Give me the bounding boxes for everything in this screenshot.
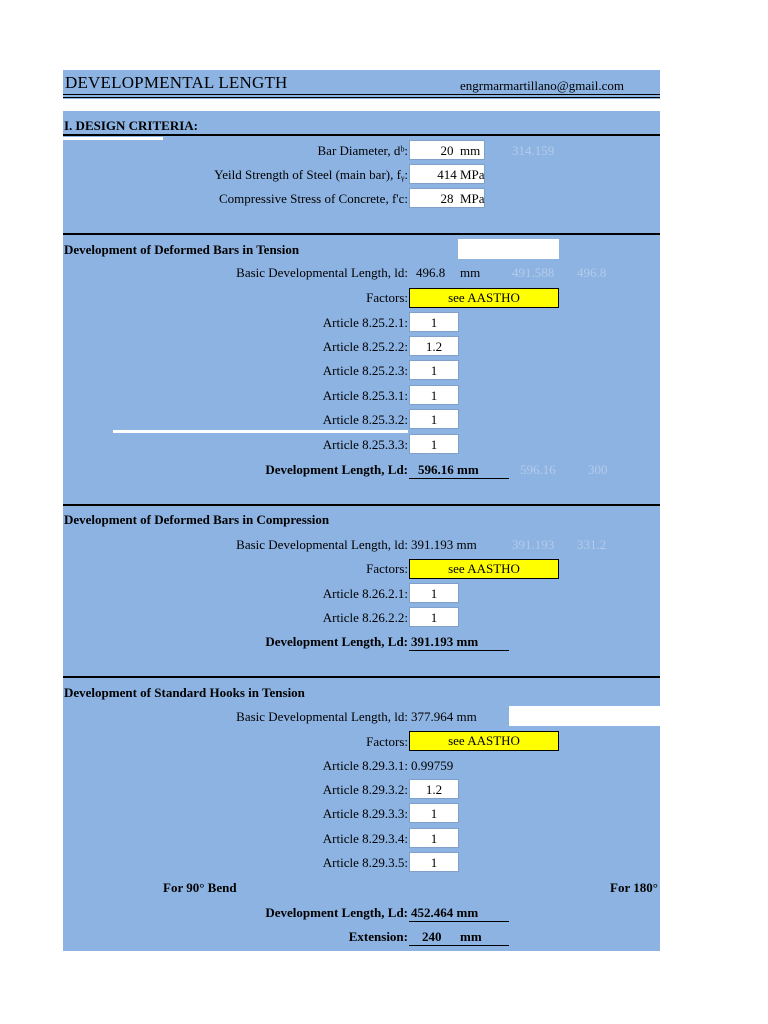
tension-article-input[interactable]: 1.2 xyxy=(409,336,459,356)
compression-article-label: Article 8.26.2.2: xyxy=(322,610,408,625)
extension-unit: mm xyxy=(460,929,482,944)
hooks-article-label: Article 8.29.3.4: xyxy=(322,831,408,846)
tension-article-label: Article 8.25.2.1: xyxy=(322,315,408,330)
tension-article-label: Article 8.25.3.3: xyxy=(322,437,408,452)
design-criteria-heading: I. DESIGN CRITERIA: xyxy=(64,118,198,133)
hooks-basic-label: Basic Developmental Length, ld: xyxy=(236,709,408,724)
compression-basic-value: 391.193 mm xyxy=(411,537,477,552)
design-criteria-rule xyxy=(63,134,660,136)
compressive-stress-input[interactable]: 28 xyxy=(409,188,485,208)
hooks-article-input[interactable]: 1 xyxy=(409,828,459,848)
hooks-article-label: Article 8.29.3.5: xyxy=(322,855,408,870)
hooks-rule xyxy=(63,676,660,678)
tension-factors-note: see AASTHO xyxy=(409,288,559,308)
yield-strength-input[interactable]: 414 xyxy=(409,164,485,184)
tension-article-input[interactable]: 1 xyxy=(409,434,459,454)
tension-basic-label: Basic Developmental Length, ld: xyxy=(236,265,408,280)
compression-basic-label: Basic Developmental Length, ld: xyxy=(236,537,408,552)
extension-value: 240 xyxy=(422,929,442,944)
compression-heading: Development of Deformed Bars in Compression xyxy=(64,512,330,527)
tension-hidden-1: 491.588 xyxy=(512,265,555,280)
tension-heading: Development of Deformed Bars in Tension xyxy=(64,242,300,257)
hooks-factors-label: Factors: xyxy=(366,734,408,749)
compressive-stress-unit: MPa xyxy=(460,191,485,206)
design-criteria-tab xyxy=(63,137,163,140)
hooks-article-value: 0.99759 xyxy=(411,758,454,773)
yield-strength-label: Yeild Strength of Steel (main bar), fᵧ: xyxy=(214,167,408,182)
hooks-article-input[interactable]: 1 xyxy=(409,803,459,823)
tension-rule xyxy=(63,233,660,235)
tension-dev-label: Development Length, Ld: xyxy=(265,462,408,477)
header-spacer xyxy=(63,99,660,111)
hooks-dev-underline xyxy=(409,921,509,922)
page-title: DEVELOPMENTAL LENGTH xyxy=(65,73,288,92)
tension-article-label: Article 8.25.3.2: xyxy=(322,412,408,427)
hooks-article-label: Article 8.29.3.3: xyxy=(322,806,408,821)
author-email: engrmarmartillano@gmail.com xyxy=(460,78,624,93)
hooks-heading: Development of Standard Hooks in Tension xyxy=(64,685,305,700)
hooks-article-label: Article 8.29.3.1: xyxy=(322,758,408,773)
extension-underline xyxy=(409,945,509,946)
header-rule-bottom xyxy=(63,97,660,98)
bend-180-label: For 180° xyxy=(610,880,658,895)
tension-white-cell xyxy=(458,239,559,259)
tension-article-input[interactable]: 1 xyxy=(409,360,459,380)
tension-dev-value: 596.16 mm xyxy=(418,462,479,477)
bar-diameter-unit: mm xyxy=(460,143,481,158)
compressive-stress-label: Compressive Stress of Concrete, f'c: xyxy=(219,191,408,206)
hooks-article-input[interactable]: 1.2 xyxy=(409,779,459,799)
bar-diameter-input[interactable]: 20 xyxy=(409,140,485,160)
compression-article-label: Article 8.26.2.1: xyxy=(322,586,408,601)
hooks-dev-label: Development Length, Ld: xyxy=(265,905,408,920)
tension-hidden-2: 496.8 xyxy=(577,265,607,280)
hooks-article-input[interactable]: 1 xyxy=(409,852,459,872)
tension-article-input[interactable]: 1 xyxy=(409,385,459,405)
tension-hidden-3: 596.16 xyxy=(520,462,556,477)
tension-white-line xyxy=(113,430,408,433)
tension-hidden-4: 300 xyxy=(588,462,608,477)
hooks-white-cell xyxy=(509,706,660,726)
header-rule-top xyxy=(63,94,660,95)
bar-area-hidden: 314.159 xyxy=(512,143,555,158)
compression-hidden-2: 331.2 xyxy=(577,537,607,552)
compression-hidden-1: 391.193 xyxy=(512,537,555,552)
tension-article-input[interactable]: 1 xyxy=(409,312,459,332)
bar-diameter-label: Bar Diameter, dᵇ: xyxy=(317,143,408,158)
compression-factors-label: Factors: xyxy=(366,561,408,576)
hooks-factors-note: see AASTHO xyxy=(409,731,559,751)
hooks-dev-value: 452.464 mm xyxy=(411,905,479,920)
tension-basic-value: 496.8 xyxy=(416,265,446,280)
compression-article-input[interactable]: 1 xyxy=(409,607,459,627)
tension-article-label: Article 8.25.2.3: xyxy=(322,363,408,378)
compression-dev-value: 391.193 mm xyxy=(411,634,479,649)
compression-dev-underline xyxy=(409,650,509,651)
tension-article-label: Article 8.25.3.1: xyxy=(322,388,408,403)
compression-factors-note: see AASTHO xyxy=(409,559,559,579)
tension-basic-unit: mm xyxy=(460,265,481,280)
tension-factors-label: Factors: xyxy=(366,290,408,305)
hooks-basic-value: 377.964 mm xyxy=(411,709,477,724)
hooks-article-label: Article 8.29.3.2: xyxy=(322,782,408,797)
extension-label: Extension: xyxy=(348,929,408,944)
compression-rule xyxy=(63,504,660,506)
tension-article-label: Article 8.25.2.2: xyxy=(322,339,408,354)
compression-article-input[interactable]: 1 xyxy=(409,583,459,603)
bend-90-label: For 90° Bend xyxy=(163,880,237,895)
compression-dev-label: Development Length, Ld: xyxy=(265,634,408,649)
tension-article-input[interactable]: 1 xyxy=(409,409,459,429)
yield-strength-unit: MPa xyxy=(460,167,485,182)
tension-dev-underline xyxy=(409,478,509,479)
